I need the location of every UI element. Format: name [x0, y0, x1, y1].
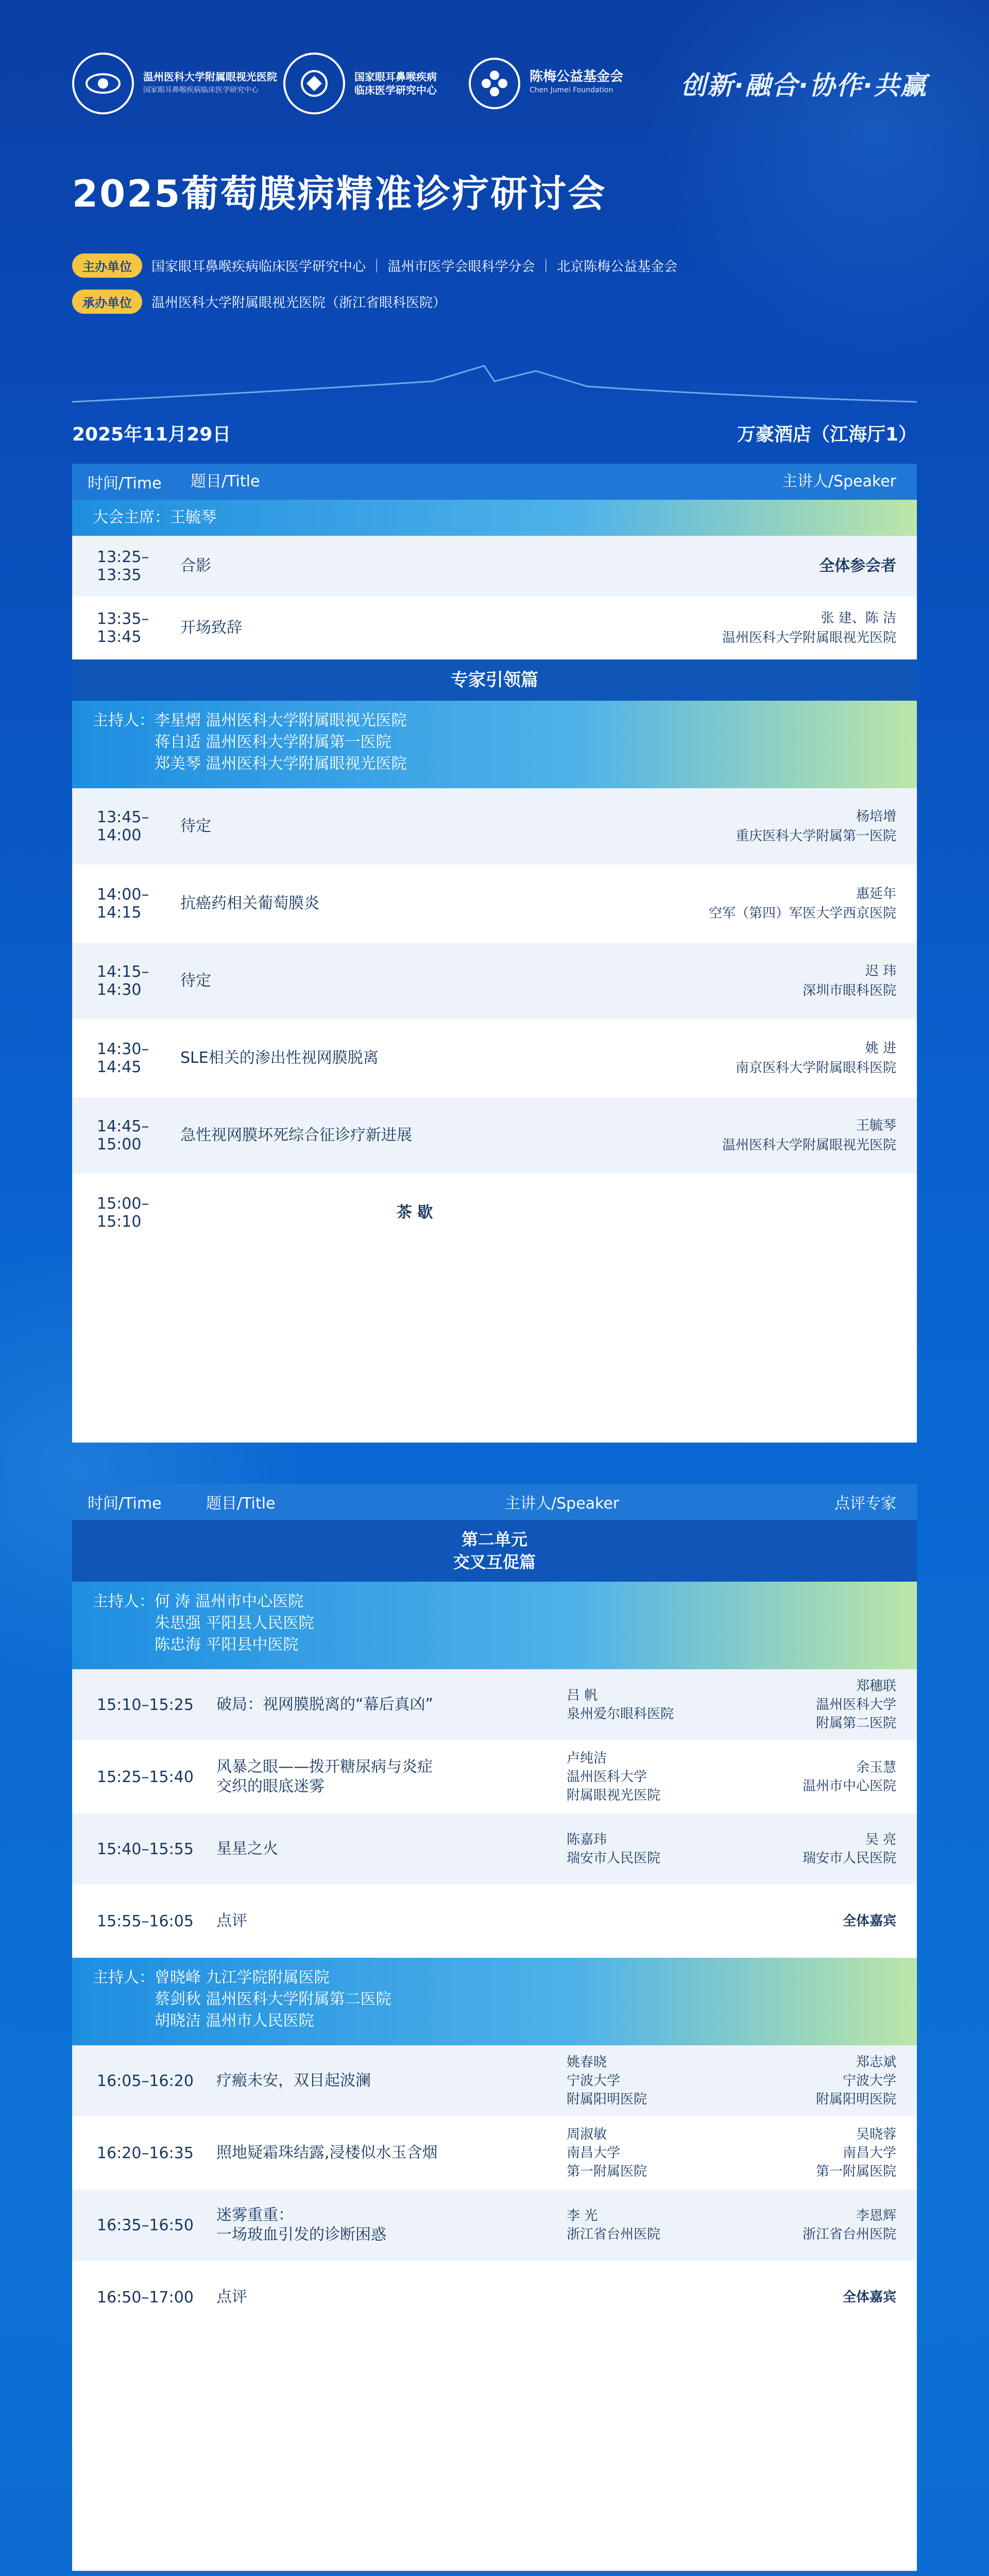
logo-row [72, 47, 927, 120]
table-row [72, 598, 917, 659]
table-row [72, 1741, 917, 1814]
session-time: 14:15–14:30 [97, 963, 149, 999]
session-rows [72, 788, 917, 1252]
session-time: 15:00–15:10 [97, 1195, 149, 1231]
session-commenter: 吴 亮 瑞安市人民医院 [802, 1832, 896, 1866]
session-title: 星星之火 [216, 1840, 278, 1858]
session-rows [72, 536, 917, 659]
table-row [72, 2262, 917, 2334]
table-header [72, 464, 917, 500]
eye-logo-icon [72, 53, 134, 114]
session-title: 迷雾重重： 一场玻血引发的诊断困惑 [216, 2206, 386, 2244]
center-logo-icon [283, 53, 345, 114]
session-speaker: 惠延年 空军（第四）军医大学西京医院 [708, 886, 896, 921]
session-speaker: 杨培增 重庆医科大学附属第一医院 [735, 809, 896, 844]
date-venue-line [72, 420, 917, 446]
session-title: 疗瘢未安，双目起波澜 [216, 2072, 371, 2090]
session-title: 待定 [180, 817, 211, 835]
session-time: 16:20–16:35 [97, 2144, 194, 2162]
session-speaker: 吕 帆 泉州爱尔眼科医院 [567, 1688, 674, 1722]
table-row [72, 2045, 917, 2117]
chair-bar: 大会主席：王毓琴 [72, 500, 917, 536]
session-title: 开场致辞 [180, 619, 242, 637]
logo-foundation-sub: Chen Jumei Foundation [530, 86, 613, 94]
organizer [72, 289, 446, 314]
logo-hospital-name: 温州医科大学附属眼视光医院 [143, 71, 277, 83]
col-time: 时间/Time [88, 474, 162, 493]
session-speaker: 姚春晓 宁波大学 附属阳明医院 [567, 2055, 647, 2107]
session-rows [72, 2045, 917, 2334]
session-title: SLE相关的渗出性视网膜脱离 [180, 1049, 379, 1067]
host-tag: 主办单位 [72, 253, 142, 278]
moderator-bar: 主持人：何 涛 温州市中心医院 朱思强 平阳县人民医院 陈忠海 平阳县中医院 [72, 1582, 917, 1669]
session-time: 15:25–15:40 [97, 1768, 194, 1786]
session-commenter: 全体嘉宾 [842, 1913, 896, 1929]
col-time: 时间/Time [88, 1495, 162, 1513]
session-commenter: 李恩辉 浙江省台州医院 [802, 2208, 896, 2242]
session-title: 风暴之眼——拨开糖尿病与炎症 交织的眼底迷雾 [216, 1758, 433, 1795]
session-title: 点评 [216, 2288, 247, 2306]
table-row [72, 788, 917, 866]
logo-center-sub: 临床医学研究中心 [354, 84, 437, 96]
logo-center-name: 国家眼耳鼻喉疾病 [354, 71, 437, 83]
session-commenter: 吴晓蓉 南昌大学 第一附属医院 [815, 2127, 896, 2179]
session-time: 14:00–14:15 [97, 886, 149, 922]
session-speaker: 李 光 浙江省台州医院 [567, 2208, 661, 2242]
session-commenter: 郑穗联 温州医科大学 附属第二医院 [815, 1679, 896, 1731]
session-time: 14:30–14:45 [97, 1040, 149, 1076]
session-commenter: 全体嘉宾 [842, 2290, 896, 2305]
slogan: 创新·融合·协作·共赢 [680, 71, 927, 100]
session-speaker: 姚 进 南京医科大学附属眼科医院 [735, 1041, 896, 1076]
section-title: 第二单元 交叉互促篇 [72, 1520, 917, 1582]
header [0, 0, 989, 464]
organizer-tag: 承办单位 [72, 290, 142, 314]
schedule-card-2 [72, 1484, 917, 2571]
host-organizers [72, 252, 677, 278]
session-time: 16:35–16:50 [97, 2216, 194, 2234]
session-time: 13:35–13:45 [97, 610, 149, 646]
session-title: 破局：视网膜脱离的“幕后真凶” [216, 1696, 434, 1714]
logo-foundation-name: 陈梅公益基金会 [530, 69, 624, 84]
session-time: 15:55–16:05 [97, 1912, 194, 1930]
session-time: 16:50–17:00 [97, 2288, 194, 2307]
logo-foundation [469, 47, 623, 120]
session-time: 14:45–15:00 [97, 1117, 149, 1154]
event-date: 2025年11月29日 [72, 424, 231, 445]
session-commenter: 余玉慧 温州市中心医院 [802, 1760, 896, 1794]
session-title: 照地疑霜珠结露,浸楼似水玉含烟 [216, 2144, 438, 2162]
logo-hospital-sub: 国家眼耳鼻喉疾病临床医学研究中心 [143, 86, 259, 94]
session-speaker: 张 建、陈 洁 温州医科大学附属眼视光医院 [722, 611, 896, 646]
session-title: 点评 [216, 1912, 247, 1930]
session-time: 13:45–14:00 [97, 808, 149, 844]
session-speaker: 全体参会者 [819, 557, 896, 575]
table-row [72, 536, 917, 598]
table-row [72, 1175, 917, 1252]
session-rows [72, 1669, 917, 1958]
page-title: 2025葡萄膜病精准诊疗研讨会 [72, 172, 607, 215]
table-row [72, 1020, 917, 1097]
flower-logo-icon [469, 58, 520, 109]
session-speaker: 陈嘉玮 瑞安市人民医院 [567, 1832, 661, 1866]
session-commenter: 郑志斌 宁波大学 附属阳明医院 [815, 2055, 896, 2107]
logo-hospital [72, 47, 277, 120]
session-title: 急性视网膜坏死综合征诊疗新进展 [180, 1126, 412, 1144]
session-time: 15:40–15:55 [97, 1840, 194, 1858]
section-title: 专家引领篇 [72, 659, 917, 701]
col-title: 题目/Title [206, 1495, 276, 1513]
organizer-text: 温州医科大学附属眼视光医院（浙江省眼科医院） [151, 295, 447, 311]
session-speaker: 卢纯洁 温州医科大学 附属眼视光医院 [567, 1751, 661, 1803]
table-row [72, 866, 917, 943]
table-row [72, 2190, 917, 2262]
table-row [72, 1886, 917, 1958]
session-title: 抗癌药相关葡萄膜炎 [180, 894, 319, 912]
table-row [72, 1097, 917, 1175]
table-header [72, 1484, 917, 1520]
skyline-graphic [72, 361, 917, 407]
col-speaker: 主讲人/Speaker [781, 472, 896, 490]
table-row [72, 943, 917, 1020]
moderator-bar: 主持人：曾晓峰 九江学院附属医院 蔡剑秋 温州医科大学附属第二医院 胡晓洁 温州市人民医院 [72, 1958, 917, 2045]
session-title: 合影 [180, 557, 211, 575]
schedule-card-1 [72, 464, 917, 1443]
col-title: 题目/Title [191, 472, 260, 490]
session-title: 待定 [180, 972, 211, 990]
session-time: 16:05–16:20 [97, 2072, 194, 2090]
logo-research-center [283, 47, 437, 120]
session-time: 13:25–13:35 [97, 548, 149, 584]
session-title: 茶 歇 [396, 1204, 433, 1222]
session-speaker: 王毓琴 温州医科大学附属眼视光医院 [722, 1118, 896, 1153]
session-speaker: 周淑敏 南昌大学 第一附属医院 [567, 2127, 647, 2179]
session-speaker: 迟 玮 深圳市眼科医院 [802, 963, 896, 998]
session-time: 15:10–15:25 [97, 1696, 194, 1714]
table-row [72, 1669, 917, 1741]
moderator-bar: 主持人：李星熠 温州医科大学附属眼视光医院 蒋自适 温州医科大学附属第一医院 郑美琴 温州医科大学附属眼视光医院 [72, 701, 917, 788]
host-text: 国家眼耳鼻喉疾病临床医学研究中心 ｜ 温州市医学会眼科学分会 ｜ 北京陈梅公益基金会 [151, 259, 678, 275]
event-venue: 万豪酒店（江海厅1） [737, 424, 917, 445]
table-row [72, 1814, 917, 1886]
col-speaker: 主讲人/Speaker [505, 1495, 620, 1513]
col-commenter: 点评专家 [834, 1495, 896, 1513]
table-row [72, 2117, 917, 2190]
